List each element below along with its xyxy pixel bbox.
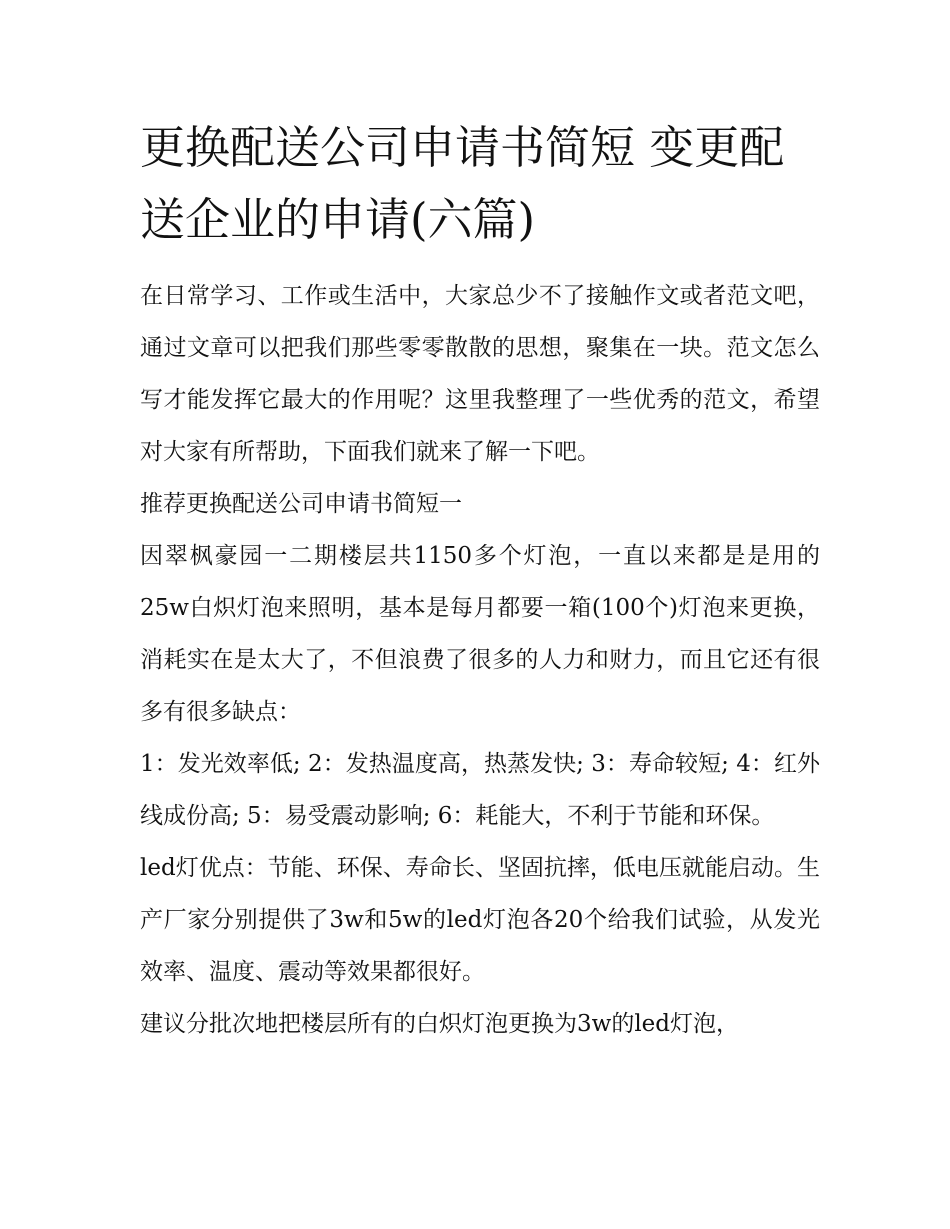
section-heading: 推荐更换配送公司申请书简短一 xyxy=(140,491,462,517)
drawbacks-list-paragraph: 1：发光效率低; 2：发热温度高，热蒸发快; 3：寿命较短; 4：红外线成份高; 5：易受震动影响; 6：耗能大，不利于节能和环保。 xyxy=(140,751,820,829)
proposal-paragraph: 建议分批次地把楼层所有的白炽灯泡更换为3w的led灯泡， xyxy=(140,1011,740,1037)
document-body xyxy=(140,112,820,1050)
document-title: 更换配送公司申请书简短 变更配送企业的申请(六篇) xyxy=(140,121,785,246)
body-paragraph: 因翠枫豪园一二期楼层共1150多个灯泡，一直以来都是是用的25w白炽灯泡来照明，基本是每月都要一箱(100个)灯泡来更换，消耗实在是太大了，不但浪费了很多的人力和财力，而且它还有很多有很多缺点： xyxy=(140,543,820,725)
led-advantages-paragraph: led灯优点：节能、环保、寿命长、坚固抗摔，低电压就能启动。生产厂家分别提供了3w和5w的led灯泡各20个给我们试验，从发光效率、温度、震动等效果都很好。 xyxy=(140,855,820,985)
intro-paragraph: 在日常学习、工作或生活中，大家总少不了接触作文或者范文吧，通过文章可以把我们那些零零散散的思想，聚集在一块。范文怎么写才能发挥它最大的作用呢？这里我整理了一些优秀的范文，希望对大家有所帮助，下面我们就来了解一下吧。 xyxy=(140,283,820,465)
